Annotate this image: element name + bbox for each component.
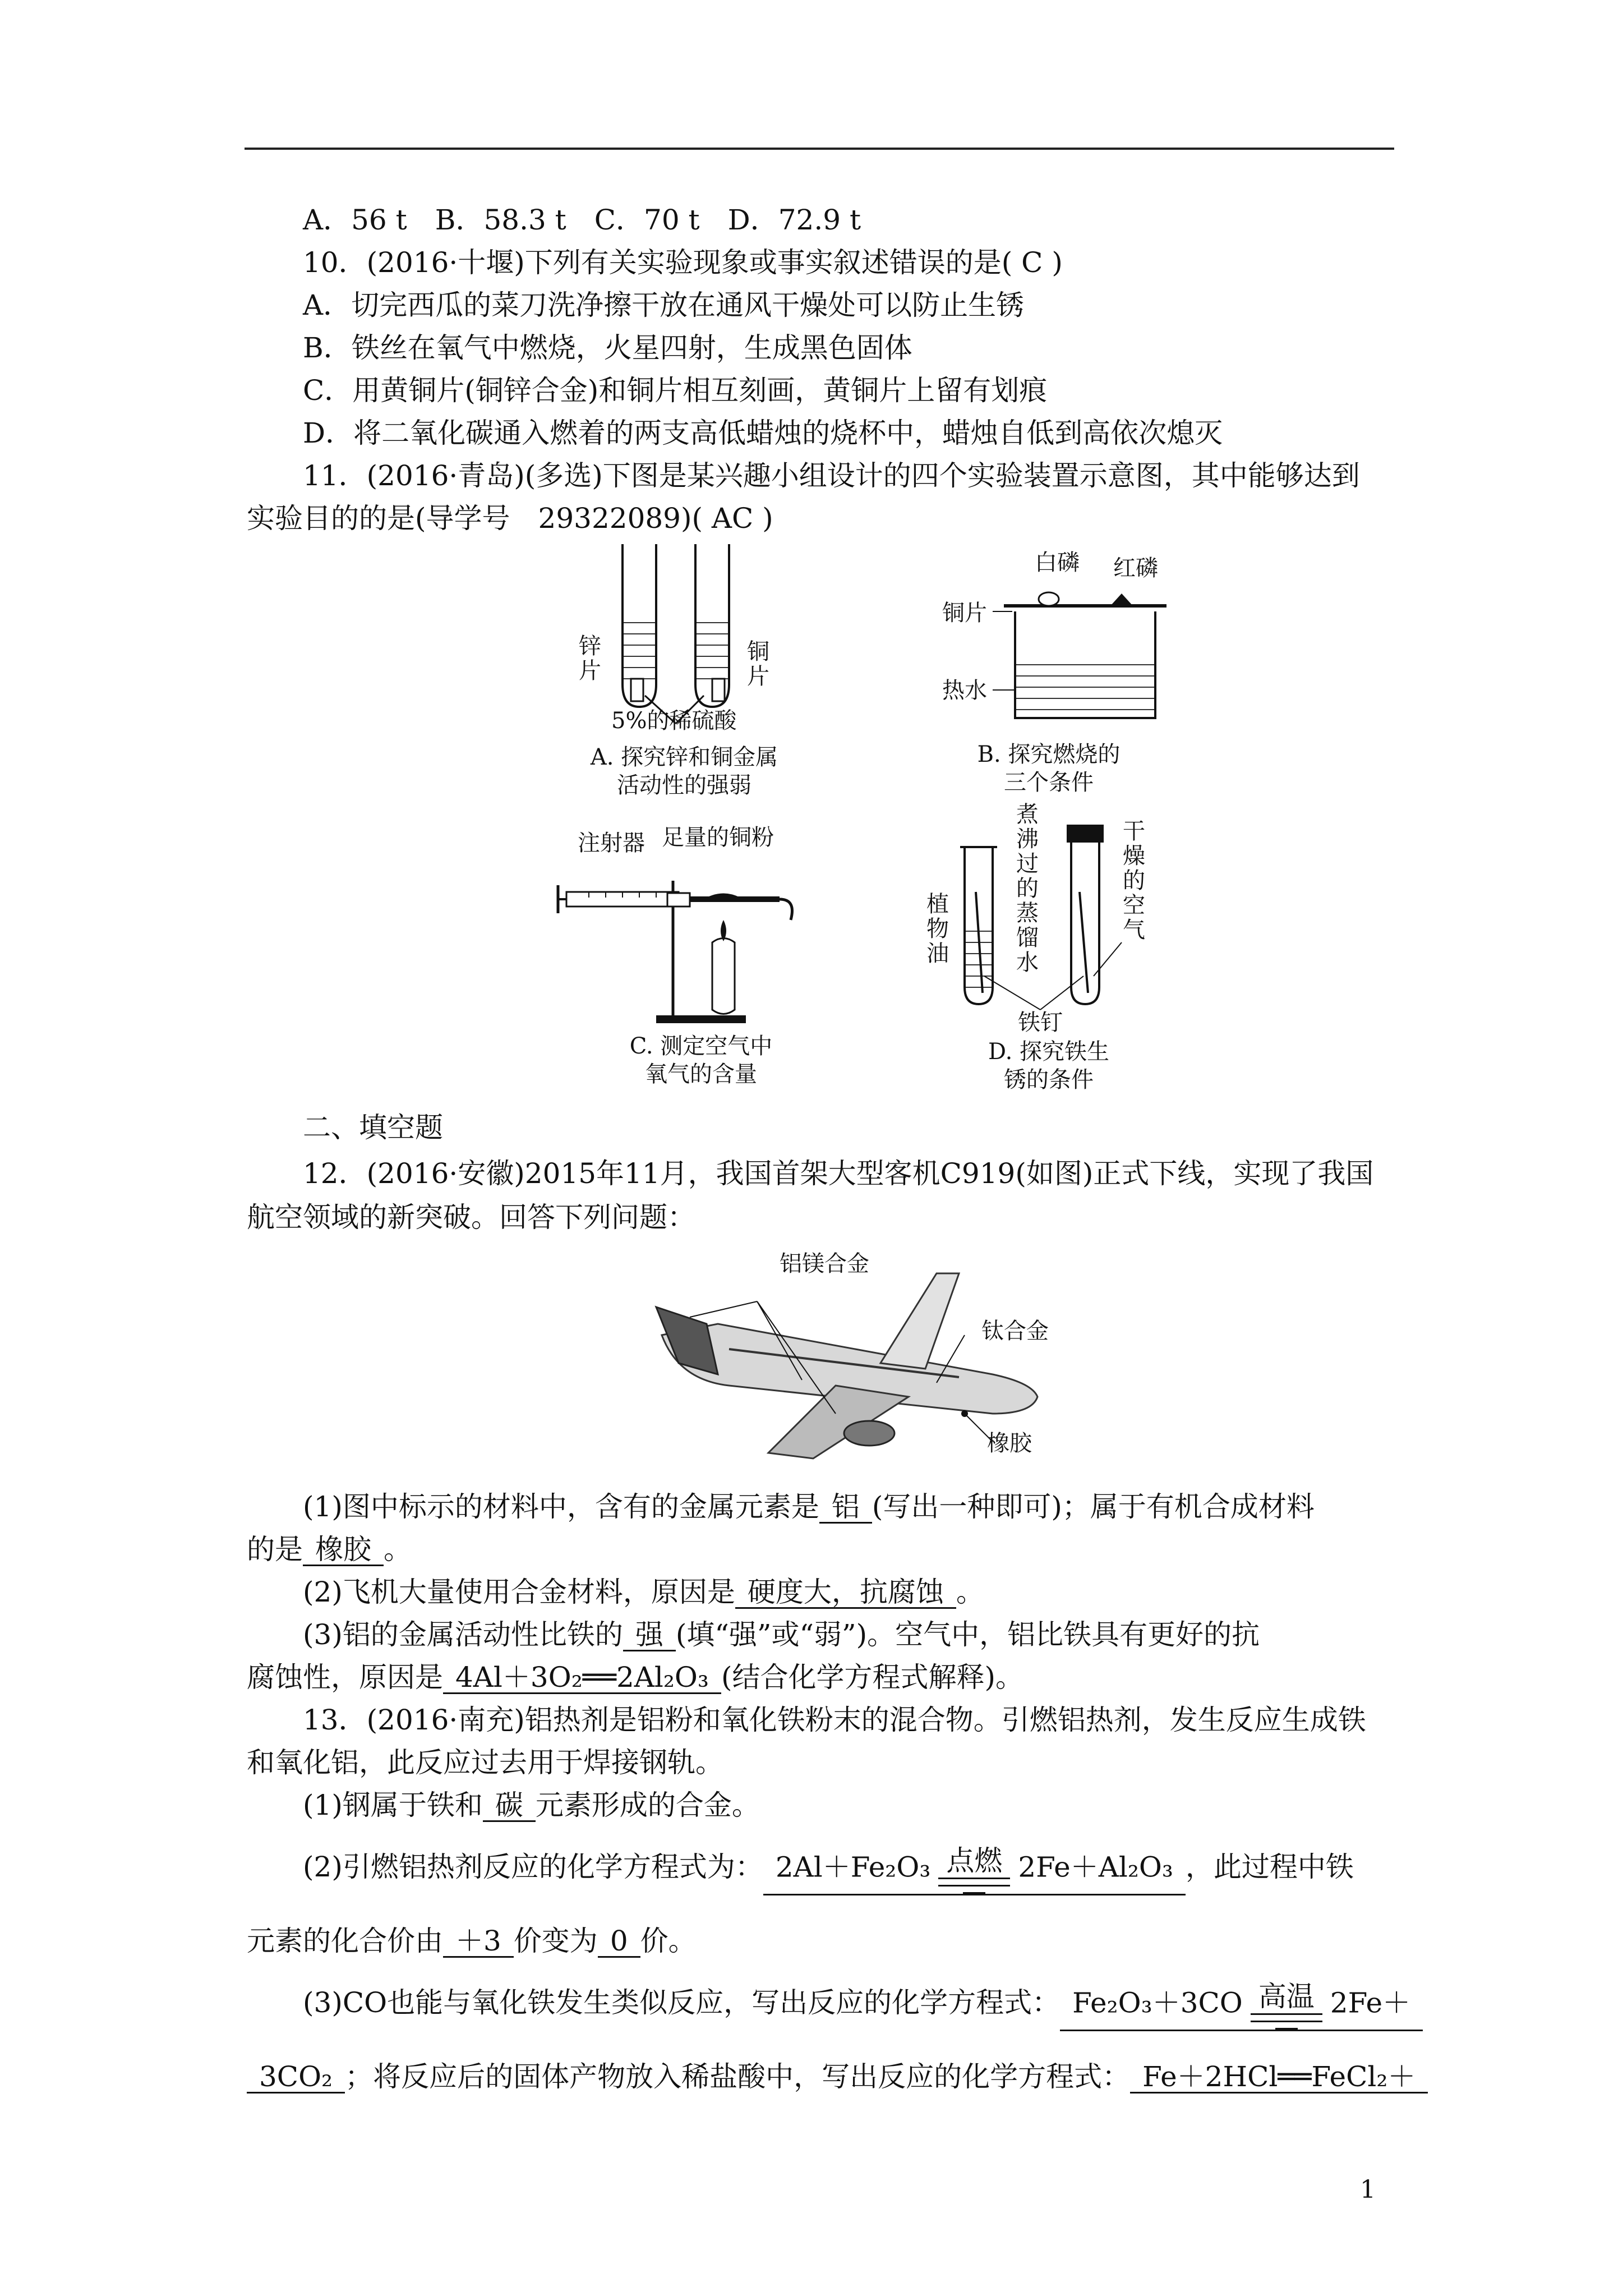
q12-part1-cont — [247, 1533, 412, 1566]
q10-option-a: A．切完西瓜的菜刀洗净擦干放在通风干燥处可以防止生锈 — [303, 289, 1025, 321]
white-phosphorus-label: 白磷 — [1035, 550, 1080, 576]
rubber-label: 橡胶 — [987, 1430, 1032, 1456]
q13-answer-thermite-equation — [763, 1845, 1186, 1895]
dilute-sulfuric-acid-label: 5%的稀硫酸 — [611, 708, 737, 734]
q12-part1 — [303, 1490, 1315, 1524]
q12-part2-end: 。 — [956, 1576, 984, 1608]
boiled-distilled-water-label: 煮沸过的蒸馏水 — [1016, 802, 1039, 976]
q13-thermite-products: 2Fe＋Al₂O₃ — [1018, 1851, 1173, 1883]
q12-answer-alloy-reason: 硬度大，抗腐蚀 — [735, 1577, 956, 1609]
q12-part3-text2: (填“强”或“弱”)。空气中，铝比铁具有更好的抗 — [675, 1618, 1260, 1651]
q12-stem-line2: 航空领域的新突破。回答下列问题： — [247, 1201, 695, 1234]
page-number: 1 — [1360, 2175, 1376, 2204]
q12-part1-end: 。 — [384, 1533, 412, 1566]
figure-c-air-oxygen — [555, 825, 847, 1094]
q13-thermite-reactants: 2Al＋Fe₂O₃ — [775, 1851, 931, 1883]
q13-part2-cont — [247, 1924, 697, 1958]
q13-answer-valence-to: 0 — [598, 1926, 640, 1958]
q12-part3-text3: 腐蚀性，原因是 — [247, 1661, 443, 1694]
q13-part2-end2: 价。 — [640, 1925, 697, 1957]
q13-part3 — [303, 1969, 1423, 2036]
q12-answer-organic: 橡胶 — [303, 1534, 384, 1566]
header-rule — [245, 148, 1394, 150]
figure-b-caption-line2: 三个条件 — [1004, 770, 1094, 795]
vegetable-oil-label: 植物油 — [926, 891, 949, 967]
figure-b-combustion — [920, 550, 1178, 797]
figure-a-caption-line2: 活动性的强弱 — [617, 772, 751, 798]
q13-part3-cont — [247, 2060, 1428, 2093]
q10-option-d: D．将二氧化碳通入燃着的两支高低蜡烛的烧杯中，蜡烛自低到高依次熄灭 — [303, 417, 1223, 449]
figure-a-test-tubes — [561, 539, 808, 797]
q9-options: A．56 t B．58.3 t C．70 t D．72.9 t — [303, 204, 861, 236]
hot-water-label: 热水 — [942, 678, 987, 703]
figure-a-caption-line1: A. 探究锌和铜金属 — [590, 744, 778, 770]
q12-part3 — [303, 1618, 1260, 1651]
figure-c-caption-line2: 氧气的含量 — [645, 1061, 757, 1087]
q13-part2-text3: 价变为 — [513, 1925, 598, 1957]
q12-part2 — [303, 1575, 984, 1609]
red-phosphorus-label: 红磷 — [1113, 555, 1158, 581]
q13-stem-line1: 13．(2016·南充)铝热剂是铝粉和氧化铁粉末的混合物。引燃铝热剂，发生反应生成铁 — [303, 1704, 1366, 1736]
q13-answer-valence-from: ＋3 — [443, 1926, 514, 1958]
q13-answer-carbon: 碳 — [483, 1790, 536, 1822]
q12-part1-text3: 的是 — [247, 1533, 303, 1566]
q12-answer-metal: 铝 — [819, 1492, 872, 1524]
q13-stem-line2: 和氧化铝，此反应过去用于焊接钢轨。 — [247, 1746, 723, 1779]
q11-stem-line2: 实验目的的是(导学号 29322089)( AC ) — [247, 502, 773, 535]
q13-part3-text2: ；将反应后的固体产物放入稀盐酸中，写出反应的化学方程式： — [345, 2060, 1131, 2093]
zinc-sheet-label: 锌片 — [579, 633, 601, 684]
syringe-label: 注射器 — [578, 830, 645, 856]
reaction-condition-high-temp — [1247, 1981, 1326, 2030]
q13-co-reactants: Fe₂O₃＋3CO — [1072, 1986, 1243, 2019]
copper-powder-label: 足量的铜粉 — [662, 825, 774, 850]
iron-nail-label: 铁钉 — [1018, 1010, 1063, 1036]
q12-answer-equation: 4Al＋3O₂══2Al₂O₃ — [443, 1662, 721, 1694]
q13-part2 — [303, 1833, 1354, 1901]
q13-part1 — [303, 1788, 760, 1822]
q10-stem: 10．(2016·十堰)下列有关实验现象或事实叙述错误的是( C ) — [303, 246, 1063, 279]
q12-part3-cont — [247, 1660, 1023, 1694]
q13-answer-co2: 3CO₂ — [247, 2062, 345, 2093]
figure-d-rust — [909, 802, 1189, 1094]
figure-c-caption-line1: C. 测定空气中 — [629, 1033, 773, 1059]
section-heading: 二、填空题 — [303, 1111, 443, 1144]
titanium-alloy-label: 钛合金 — [981, 1318, 1049, 1344]
q13-answer-co-equation — [1060, 1981, 1423, 2031]
q10-option-b: B．铁丝在氧气中燃烧，火星四射，生成黑色固体 — [303, 332, 912, 364]
q12-part2-text: (2)飞机大量使用合金材料，原因是 — [303, 1576, 735, 1608]
reaction-condition-ignite — [935, 1845, 1013, 1894]
q12-part1-text2: (写出一种即可)；属于有机合成材料 — [872, 1490, 1315, 1523]
q12-answer-activity: 强 — [623, 1619, 676, 1651]
figure-d-caption-line2: 锈的条件 — [1004, 1067, 1094, 1093]
q13-part1-end: 元素形成的合金。 — [535, 1789, 760, 1821]
dry-air-label: 干燥的空气 — [1123, 818, 1145, 943]
q13-co-products: 2Fe＋ — [1330, 1986, 1411, 2019]
condition-high-temp-text: 高温 — [1258, 1980, 1315, 2013]
figure-c-drawing — [555, 830, 847, 1032]
airplane-drawing — [645, 1251, 1110, 1464]
q11-stem-line1: 11．(2016·青岛)(多选)下图是某兴趣小组设计的四个实验装置示意图，其中能够达到 — [303, 459, 1360, 492]
q13-part3-text: (3)CO也能与氧化铁发生类似反应，写出反应的化学方程式： — [303, 1986, 1061, 2019]
copper-sheet-label: 铜片 — [747, 639, 769, 689]
q13-part2-text: (2)引燃铝热剂反应的化学方程式为： — [303, 1851, 763, 1883]
c919-airplane-figure — [645, 1251, 1110, 1464]
figure-d-caption-line1: D. 探究铁生 — [988, 1039, 1110, 1065]
aluminum-magnesium-alloy-label: 铝镁合金 — [780, 1251, 869, 1277]
q13-part2-end: ，此过程中铁 — [1185, 1851, 1354, 1883]
q12-part3-end: (结合化学方程式解释)。 — [721, 1661, 1023, 1694]
figure-d-drawing — [909, 808, 1189, 1032]
q13-part2-text2: 元素的化合价由 — [247, 1925, 443, 1957]
condition-ignite-text: 点燃 — [946, 1844, 1003, 1877]
q13-answer-hcl-equation: Fe＋2HCl══FeCl₂＋ — [1130, 2062, 1428, 2093]
figure-b-caption-line1: B. 探究燃烧的 — [977, 742, 1121, 767]
copper-sheet-label-b: 铜片 — [942, 600, 987, 626]
q12-part3-text: (3)铝的金属活动性比铁的 — [303, 1618, 623, 1651]
q10-option-c: C．用黄铜片(铜锌合金)和铜片相互刻画，黄铜片上留有划痕 — [303, 374, 1048, 407]
q12-stem-line1: 12．(2016·安徽)2015年11月，我国首架大型客机C919(如图)正式下线，实现了我国 — [303, 1157, 1374, 1190]
q12-part1-text: (1)图中标示的材料中，含有的金属元素是 — [303, 1490, 819, 1523]
q13-part1-text: (1)钢属于铁和 — [303, 1789, 483, 1821]
